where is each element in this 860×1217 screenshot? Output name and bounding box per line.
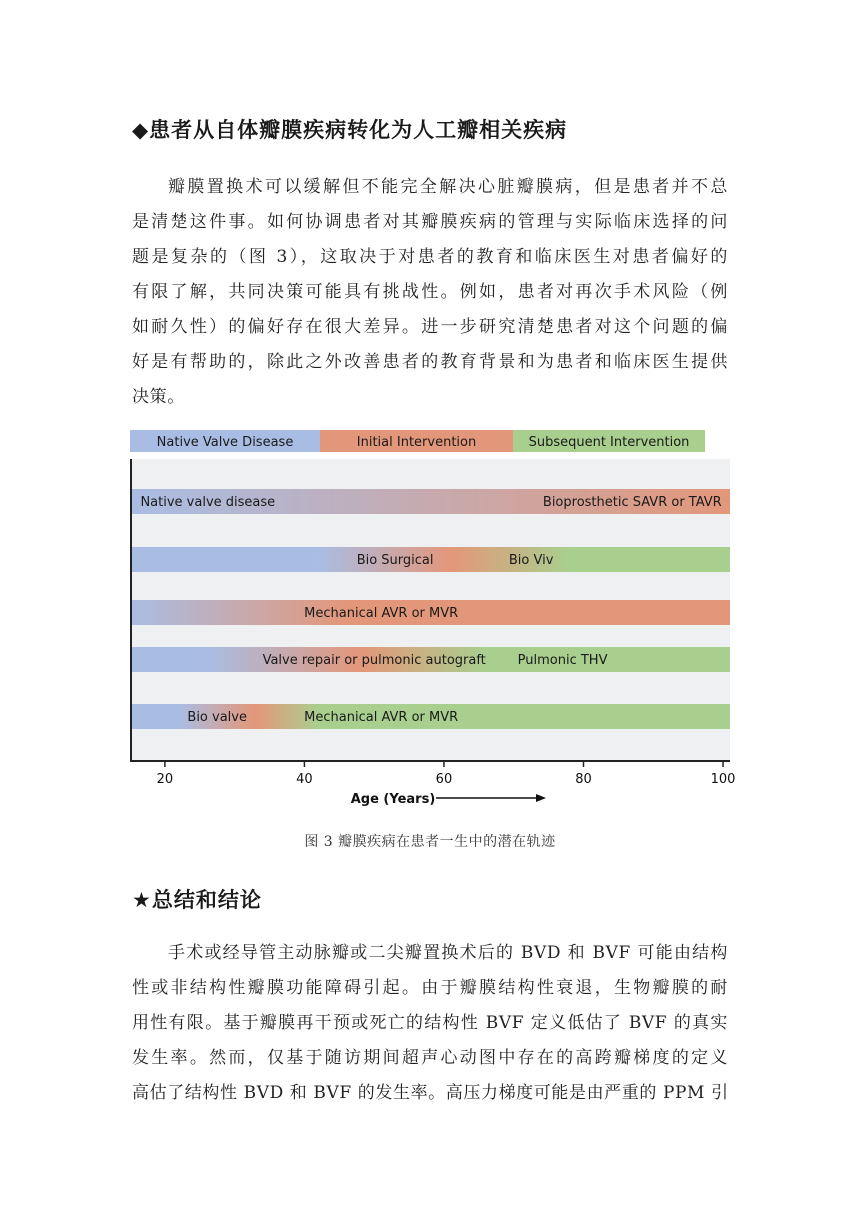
section-heading-transition: ◆患者从自体瓣膜疾病转化为人工瓣相关疾病 <box>132 118 568 142</box>
section-heading-conclusion: ★总结和结论 <box>132 888 262 912</box>
trajectory-label: Bio Viv <box>508 553 554 568</box>
x-tick-label: 80 <box>575 772 592 787</box>
phase-segment-label: Subsequent Intervention <box>528 435 690 450</box>
figure-caption: 图 3 瓣膜疾病在患者一生中的潜在轨迹 <box>304 834 556 850</box>
trajectory-label: Pulmonic THV <box>517 653 608 668</box>
phase-segment-label: Native Valve Disease <box>156 435 294 450</box>
conclusion-paragraph <box>132 936 728 1111</box>
paragraph-line: 高估了结构性 BVD 和 BVF 的发生率。高压力梯度可能是由严重的 PPM 引 <box>132 1083 729 1103</box>
paragraph-line: 是清楚这件事。如何协调患者对其瓣膜疾病的管理与实际临床选择的问 <box>132 212 728 232</box>
paragraph-line: 手术或经导管主动脉瓣或二尖瓣置换术后的 BVD 和 BVF 可能由结构 <box>168 943 728 963</box>
paragraph-line: 瓣膜置换术可以缓解但不能完全解决心脏瓣膜病，但是患者并不总 <box>168 177 728 197</box>
paragraph-line: 题是复杂的（图 3），这取决于对患者的教育和临床医生对患者偏好的 <box>132 247 728 267</box>
trajectory-label: Mechanical AVR or MVR <box>304 710 459 725</box>
intro-paragraph <box>132 170 728 415</box>
x-axis-label: Age (Years) <box>350 792 436 807</box>
trajectory-label: Native valve disease <box>140 495 276 510</box>
paragraph-line: 有限了解，共同决策可能具有挑战性。例如，患者对再次手术风险（例 <box>132 282 728 302</box>
x-tick-label: 100 <box>710 772 736 787</box>
trajectory-label: Bioprosthetic SAVR or TAVR <box>542 495 722 510</box>
phase-legend-header <box>130 430 705 452</box>
paragraph-line: 决策。 <box>132 387 185 407</box>
x-tick-label: 20 <box>156 772 174 787</box>
paragraph-line: 用性有限。基于瓣膜再干预或死亡的结构性 BVF 定义低估了 BVF 的真实 <box>132 1013 728 1033</box>
trajectory-label: Bio Surgical <box>356 553 434 568</box>
x-axis-arrow <box>436 794 546 802</box>
valve-trajectory-figure <box>120 425 740 815</box>
paragraph-line: 如耐久性）的偏好存在很大差异。进一步研究清楚患者对这个问题的偏 <box>132 317 728 337</box>
trajectory-label: Valve repair or pulmonic autograft <box>262 653 486 668</box>
x-tick-label: 40 <box>296 772 313 787</box>
paragraph-line: 好是有帮助的，除此之外改善患者的教育背景和为患者和临床医生提供 <box>132 352 728 372</box>
trajectory-label: Bio valve <box>187 710 248 725</box>
x-tick-label: 60 <box>435 772 453 787</box>
paragraph-line: 发生率。然而，仅基于随访期间超声心动图中存在的高跨瓣梯度的定义 <box>132 1048 728 1068</box>
x-axis-ticks <box>157 761 736 787</box>
paragraph-line: 性或非结构性瓣膜功能障碍引起。由于瓣膜结构性衰退，生物瓣膜的耐 <box>132 978 728 998</box>
phase-segment-label: Initial Intervention <box>356 435 477 450</box>
trajectory-label: Mechanical AVR or MVR <box>304 606 459 621</box>
